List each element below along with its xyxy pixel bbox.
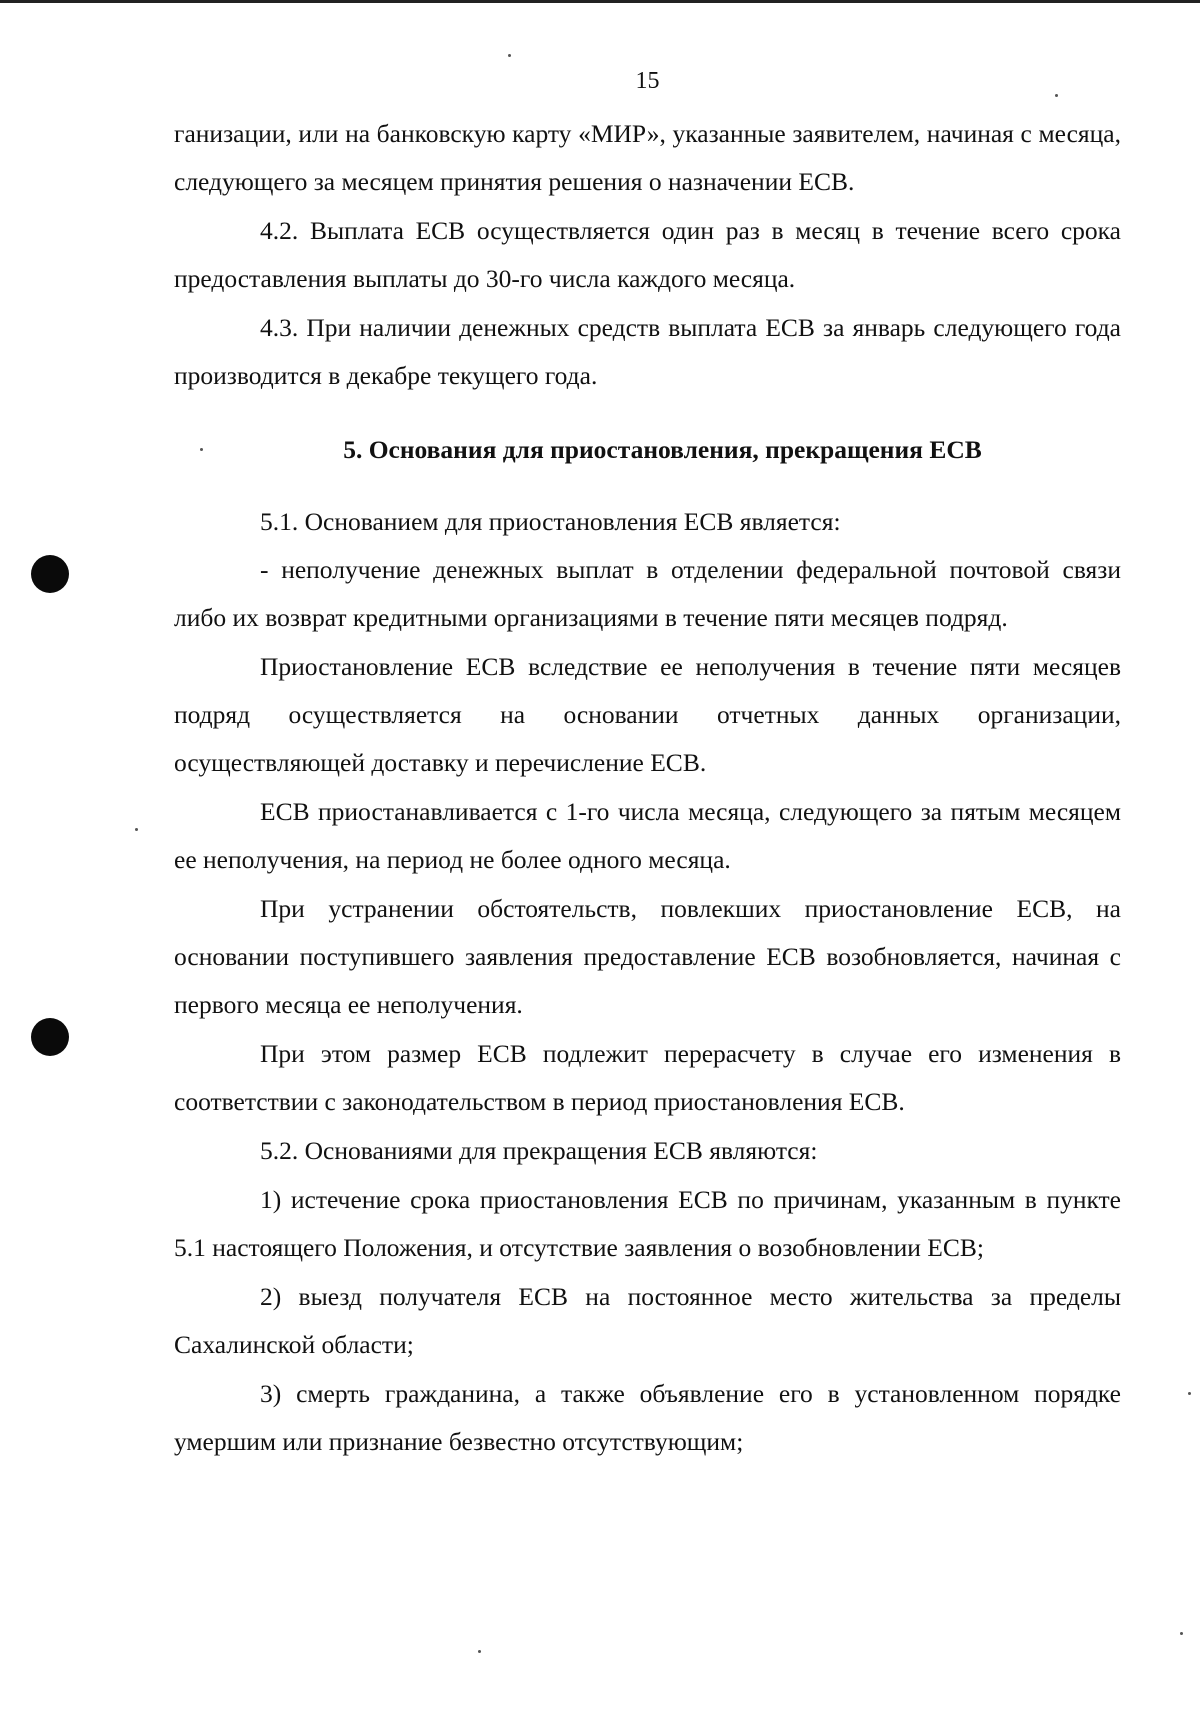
paragraph-5-2-item-1: 1) истечение срока приостановления ЕСВ по причинам, указанным в пункте 5.1 настоящего Положения, и отсутствие заявления о возобновлении ЕСВ; xyxy=(174,1185,1121,1262)
paragraph-continuation: ганизации, или на банковскую карту «МИР», указанные заявителем, начиная с месяца, следующего за месяцем принятия решения о назначении ЕСВ. xyxy=(174,119,1121,196)
paragraph-5-2: 5.2. Основаниями для прекращения ЕСВ являются: xyxy=(260,1136,818,1165)
scan-speck xyxy=(135,828,138,831)
paragraph-resumption: При устранении обстоятельств, повлекших приостановление ЕСВ, на основании поступившего заявления предоставление ЕСВ возобновляется, начиная с первого месяца ее неполучения. xyxy=(174,894,1121,1019)
punch-hole-top xyxy=(31,555,69,593)
page-number: 15 xyxy=(635,68,660,94)
paragraph-suspension-start: ЕСВ приостанавливается с 1-го числа месяца, следующего за пятым месяцем ее неполучения, на период не более одного месяца. xyxy=(174,797,1121,874)
paragraph-4-3: 4.3. При наличии денежных средств выплата ЕСВ за январь следующего года производится в декабре текущего года. xyxy=(174,313,1121,390)
paragraph-5-2-item-3: 3) смерть гражданина, а также объявление его в установленном порядке умершим или признание безвестно отсутствующим; xyxy=(174,1379,1121,1456)
scan-speck xyxy=(1188,1392,1191,1395)
section-5-heading: 5. Основания для приостановления, прекращения ЕСВ xyxy=(343,435,982,464)
scan-speck xyxy=(1180,1632,1183,1635)
paragraph-4-2: 4.2. Выплата ЕСВ осуществляется один раз в месяц в течение всего срока предоставления выплаты до 30-го числа каждого месяца. xyxy=(174,216,1121,293)
paragraph-5-1-item: - неполучение денежных выплат в отделении федеральной почтовой связи либо их возврат кредитными организациями в течение пяти месяцев подряд. xyxy=(174,555,1121,632)
scan-speck xyxy=(1055,94,1058,97)
document-body xyxy=(174,110,1121,1466)
punch-hole-bottom xyxy=(31,1018,69,1056)
scan-speck xyxy=(478,1650,481,1653)
paragraph-suspension-basis: Приостановление ЕСВ вследствие ее неполучения в течение пяти месяцев подряд осуществляется на основании отчетных данных организации, осуществляющей доставку и перечисление ЕСВ. xyxy=(174,652,1121,777)
scan-speck xyxy=(508,54,511,57)
paragraph-recalculation: При этом размер ЕСВ подлежит перерасчету в случае его изменения в соответствии с законодательством в период приостановления ЕСВ. xyxy=(174,1039,1121,1116)
paragraph-5-1: 5.1. Основанием для приостановления ЕСВ является: xyxy=(260,507,841,536)
paragraph-5-2-item-2: 2) выезд получателя ЕСВ на постоянное место жительства за пределы Сахалинской области; xyxy=(174,1282,1121,1359)
